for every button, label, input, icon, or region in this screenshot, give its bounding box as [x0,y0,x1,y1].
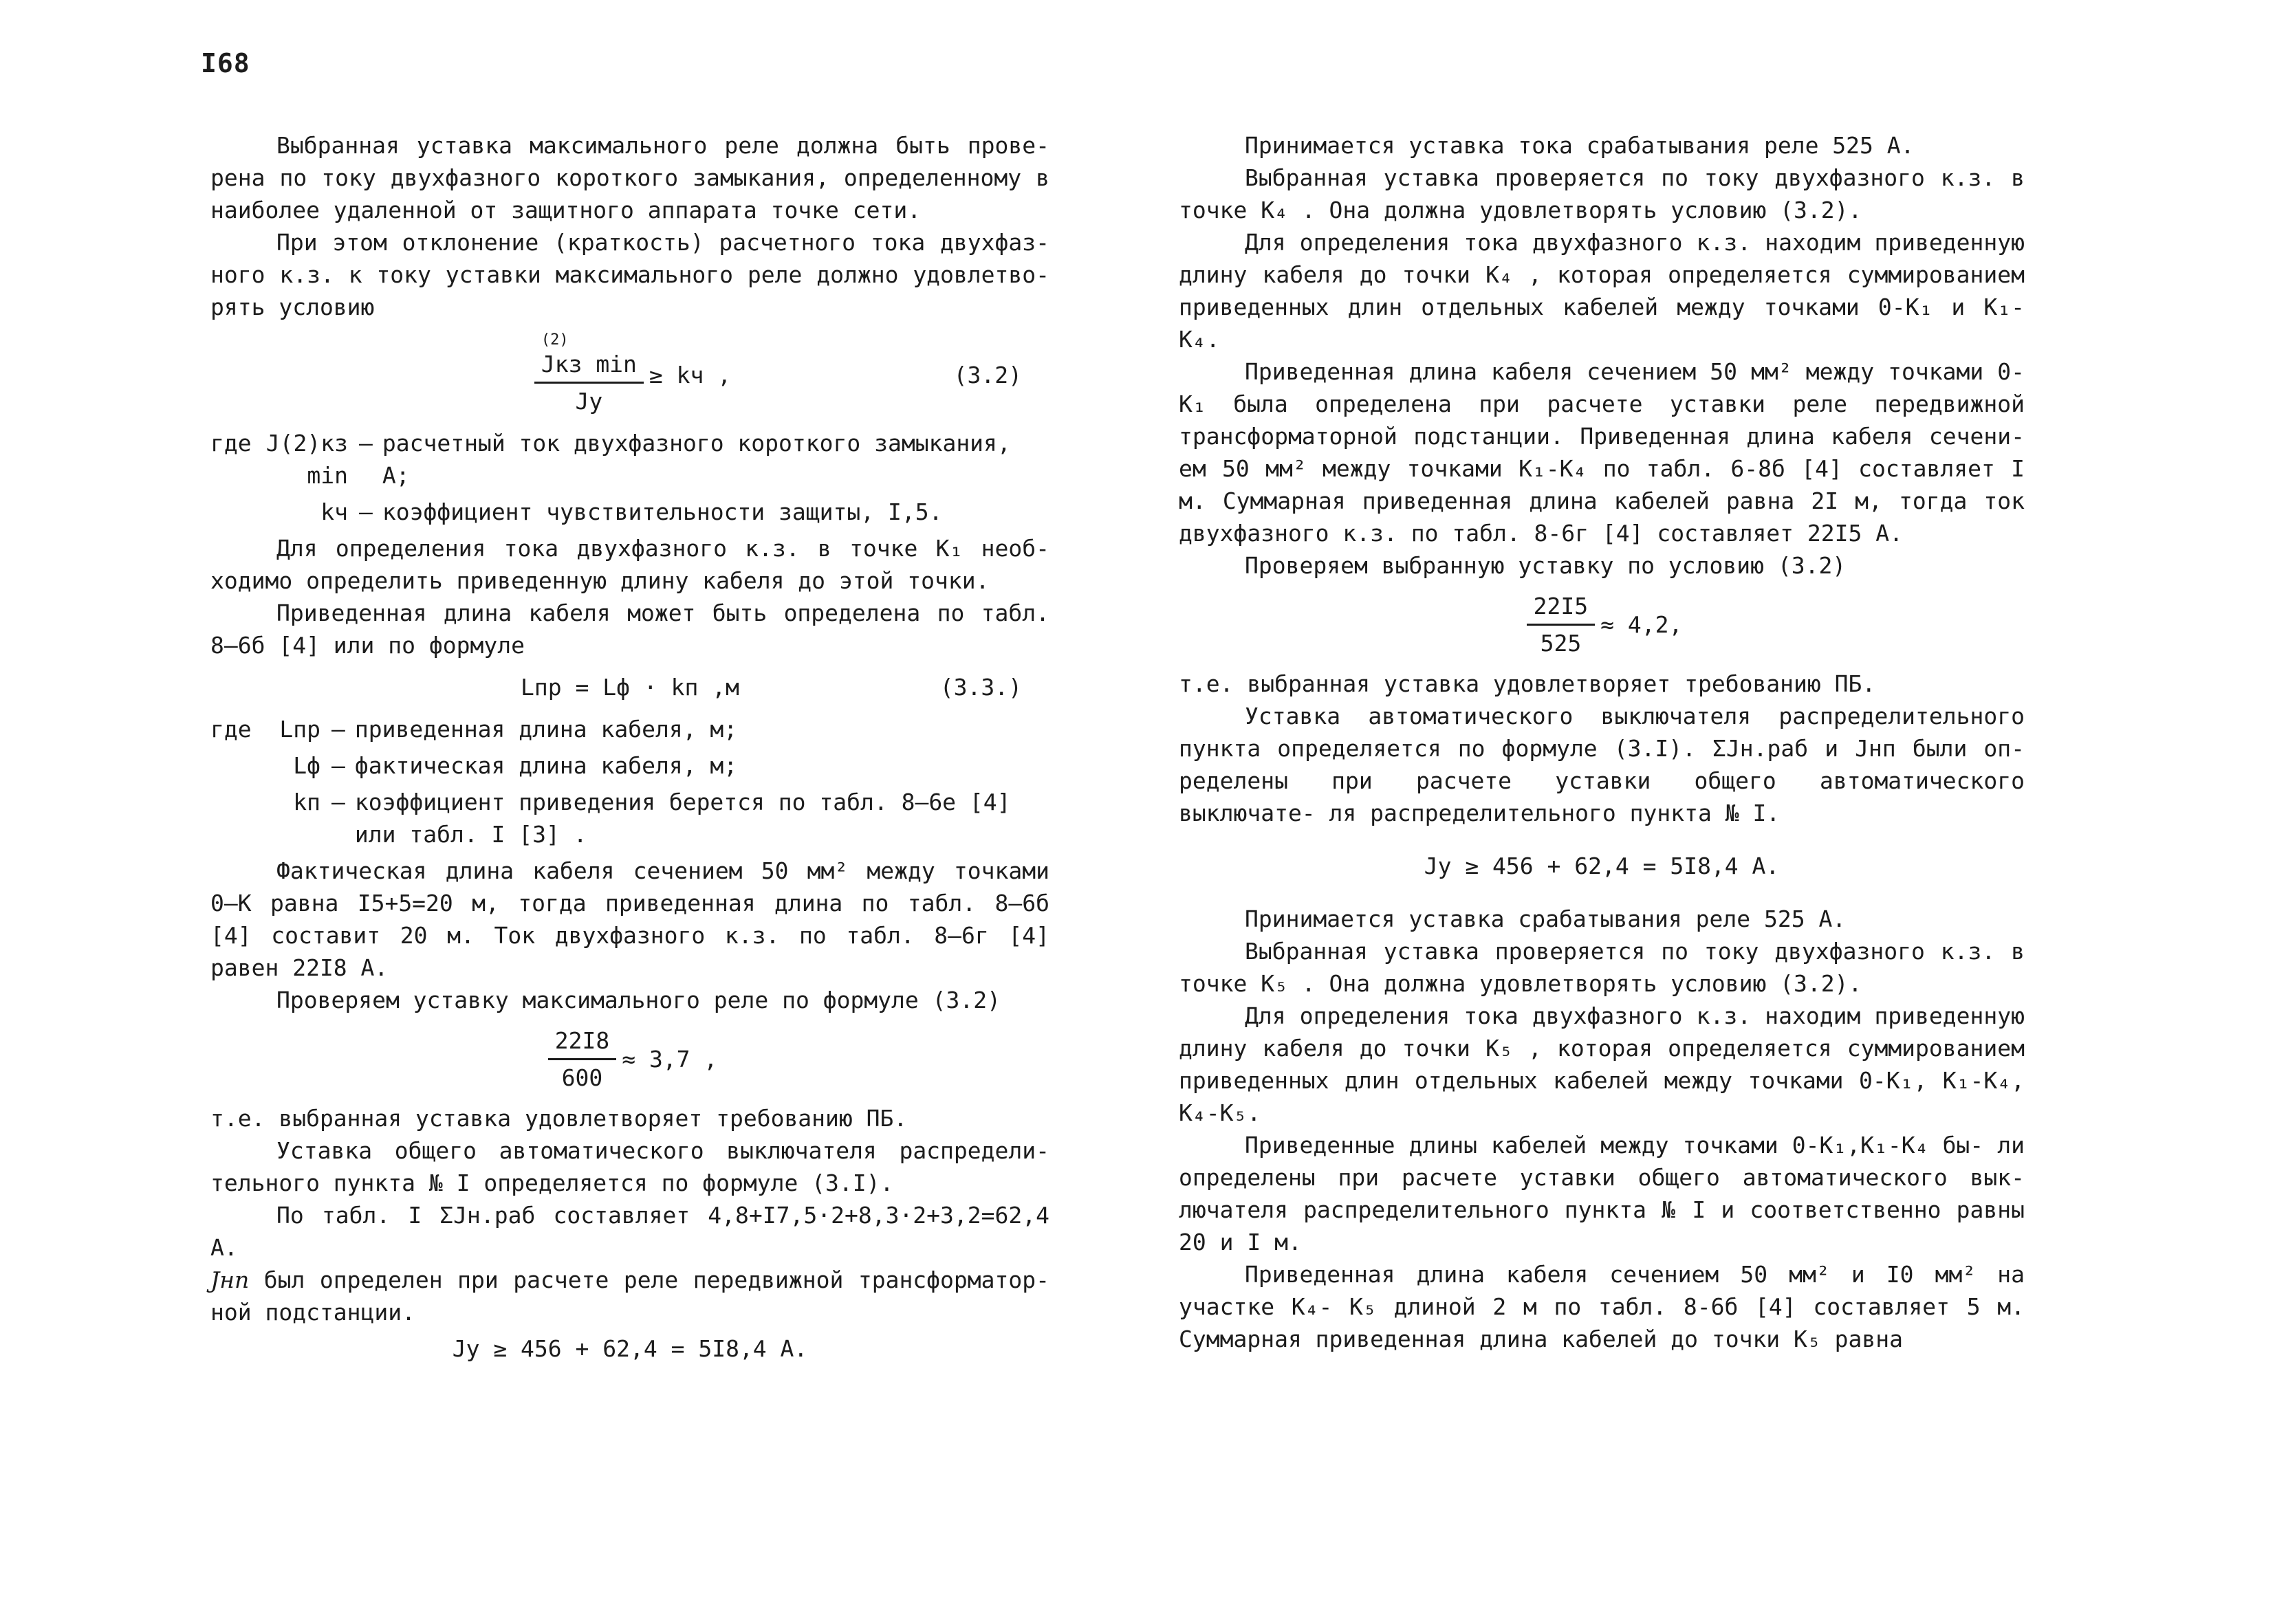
paragraph: Для определения тока двухфазного к.з. в точке K₁ необ- ходимо определить приведенную длину кабеля до этой точки. [210,535,1049,594]
paragraph: Для определения тока двухфазного к.з. находим приведенную длину кабеля до точки K₄ , которая определяется суммированием приведенных длин отдельных кабелей между точками 0-K₁ и K₁- K₄. [1179,229,2025,353]
right-page [1138,0,2275,1624]
definition-row [210,713,1049,745]
formula-3-3 [210,671,1049,703]
formula-text: Jу ≥ 456 + 62,4 = 5I8,4 А. [1424,853,1780,879]
paragraph: Принимается уставка тока срабатывания реле 525 А. [1245,132,1915,159]
paragraph: т.е. выбранная уставка удовлетворяет требованию ПБ. [210,1105,908,1132]
paragraph-text: был определен при расчете реле передвижной трансформатор- ной подстанции. [210,1266,1049,1326]
fraction-result [210,1024,1049,1094]
formula-text: Jу ≥ 456 + 62,4 = 5I8,4 А. [452,1335,808,1362]
definition-symbol: J(2)кз min [265,430,348,489]
definition-symbol: Lпр [279,716,320,743]
paragraph: Для определения тока двухфазного к.з. находим приведенную длину кабеля до точки K₅ , которая определяется суммированием приведенных длин отдельных кабелей между точками 0-K₁, K₁-K₄, K₄-K₅. [1179,1002,2025,1126]
paragraph: Проверяем уставку максимального реле по формуле (3.2) [276,987,1001,1013]
paragraph: По табл. I ΣJн.раб составляет 4,8+I7,5·2+8,3·2+3,2=62,4 А. [210,1202,1049,1261]
fraction [548,1024,616,1094]
formula-3-2 [210,333,1049,417]
fraction-numerator: 22I8 [548,1024,616,1060]
where-label: где [210,430,252,457]
formula-text: Lпр = Lф · kп ,м [521,674,739,701]
dash: – [331,752,345,779]
formula-result [210,1332,1049,1365]
definition-text: коэффициент чувствительности защиты, I,5. [382,498,943,525]
definition-symbol: kп [293,789,320,815]
paragraph [210,1264,1049,1328]
paragraph: При этом отклонение (краткость) расчетного тока двухфаз- ного к.з. к току уставки максимального реле должно удовлетво- рять условию [210,229,1049,320]
formula-rhs: ≥ kч , [649,362,732,388]
fraction-rhs: ≈ 4,2, [1600,611,1683,638]
formula-result [1179,850,2025,882]
definition-text: фактическая длина кабеля, м; [354,752,738,779]
equation-number: (3.2) [953,362,1022,388]
paragraph: Приведенные длины кабелей между точками 0-K₁,K₁-K₄ бы- ли определены при расчете уставки общего автоматического вык- лючателя распределительного пункта № I и соответственно равны 20 и I м. [1179,1132,2025,1255]
fraction [1527,590,1595,659]
fraction-numerator [534,333,644,384]
paragraph: Приведенная длина кабеля может быть определена по табл. 8–6б [4] или по формуле [210,600,1049,659]
superscript: (2) [541,331,569,349]
paragraph: Фактическая длина кабеля сечением 50 мм² между точками 0–К равна I5+5=20 м, тогда приведенная длина по табл. 8–6б [4] составит 20 м. Ток двухфазного к.з. по табл. 8–6г [4] равен 22I8 А. [210,857,1049,981]
left-text-column [210,129,1049,1365]
paragraph: Выбранная уставка максимального реле должна быть прове- рена по току двухфазного короткого замыкания, определенному в наиболее удаленной от защитного аппарата точке сети. [210,132,1049,223]
dash: – [331,789,345,815]
paragraph: Уставка автоматического выключателя распределительного пункта определяется по формуле (3.I). ΣJн.раб и Jнп были оп- ределены при расчете уставки общего автоматического выключате- ля распределительного пункта № I. [1179,703,2025,826]
fraction-numerator: 22I5 [1527,590,1595,626]
paragraph: т.е. выбранная уставка удовлетворяет требованию ПБ. [1179,670,1876,697]
definition-row [210,427,1049,492]
fraction-result [1179,590,2025,659]
paragraph: Приведенная длина кабеля сечением 50 мм² между точками 0-K₁ была определена при расчете уставки реле передвижной трансформаторной подстанции. Приведенная длина кабеля сечени- ем 50 мм² между точками K₁-K₄ по табл. 6-8б [4] составляет I м. Суммарная приведенная длина кабелей равна 2I м, тогда ток двухфазного к.з. по табл. 8-6г [4] составляет 22I5 А. [1179,358,2025,547]
where-label: где [210,716,252,743]
definition-text: приведенная длина кабеля, м; [354,716,738,743]
dash: – [359,430,373,457]
paragraph: Выбранная уставка проверяется по току двухфазного к.з. в точке K₅ . Она должна удовлетворять условию (3.2). [1179,938,2025,997]
definition-row [210,496,1049,528]
page-number: I68 [201,48,250,78]
dash: – [359,498,373,525]
fraction-rhs: ≈ 3,7 , [622,1046,718,1073]
definition-text: коэффициент приведения берется по табл. 8–6е [4] или табл. I [3] . [354,789,1011,848]
numerator-text: Jкз min [541,351,637,377]
equation-number: (3.3.) [939,674,1022,701]
fraction-denominator: 525 [1540,630,1582,657]
paragraph: Проверяем выбранную уставку по условию (3.2) [1245,552,1847,579]
paragraph: Уставка общего автоматического выключателя распредели- тельного пункта № I определяется по формуле (3.I). [210,1137,1049,1196]
dash: – [331,716,345,743]
fraction-denominator: Jу [575,388,603,415]
fraction-denominator: 600 [561,1064,603,1091]
definition-text: расчетный ток двухфазного короткого замыкания, А; [382,430,1011,489]
paragraph: Приведенная длина кабеля сечением 50 мм² и I0 мм² на участке K₄- K₅ длиной 2 м по табл. 8-6б [4] составляет 5 м. Суммарная приведенная длина кабелей до точки K₅ равна [1179,1261,2025,1352]
definition-symbol: Lф [293,752,320,779]
paragraph: Выбранная уставка проверяется по току двухфазного к.з. в точке K₄ . Она должна удовлетворять условию (3.2). [1179,164,2025,223]
handwritten-symbol: Jнп [210,1266,250,1293]
right-text-column [1179,129,2025,1355]
definition-row [210,749,1049,782]
definition-symbol: kч [320,498,348,525]
fraction [534,333,644,417]
definition-row [210,786,1049,851]
paragraph: Принимается уставка срабатывания реле 525 А. [1245,906,1847,932]
